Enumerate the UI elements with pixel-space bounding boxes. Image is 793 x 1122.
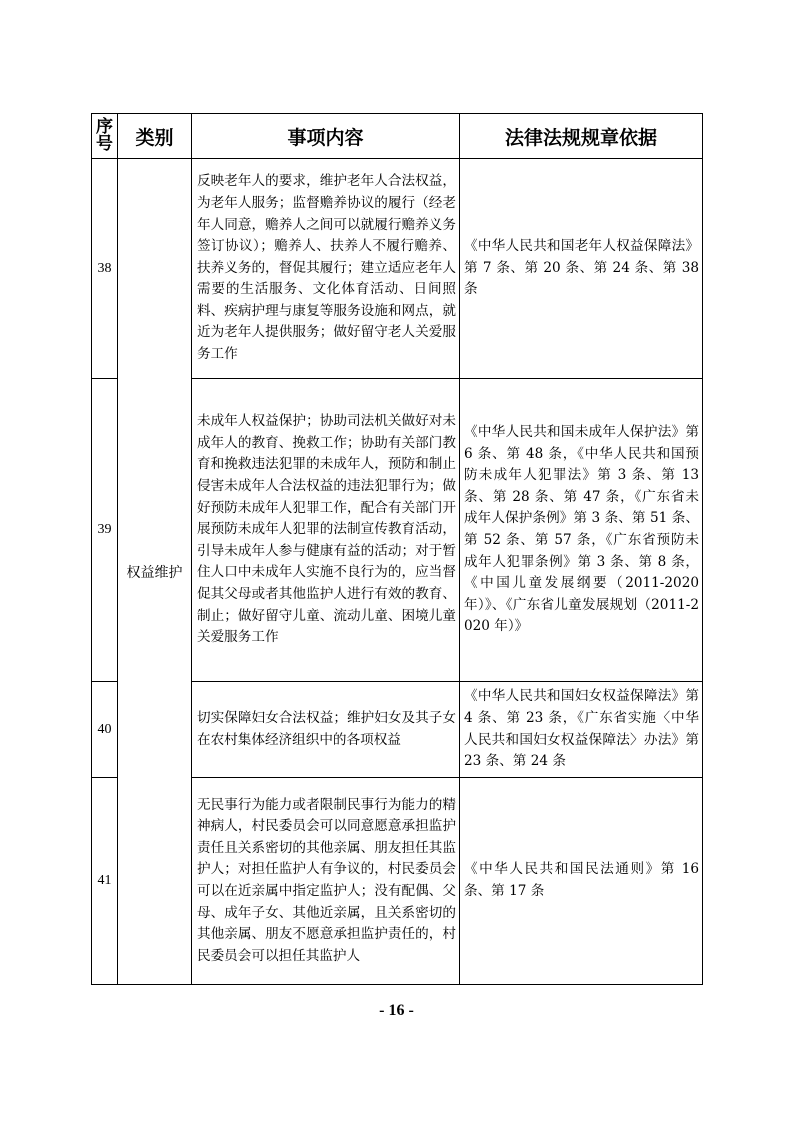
header-category: 类别 bbox=[118, 114, 192, 159]
row-content: 反映老年人的要求，维护老年人合法权益，为老年人服务；监督赡养协议的履行（经老年人同意，赡养人之间可以就履行赡养义务签订协议）；赡养人、扶养人不履行赡养、扶养义务的，督促其履行；建立适应老年人需要的生活服务、文化体育活动、日间照料、疾病护理与康复等服务设施和网点，就近为老年人提供服务；做好留守老人关爱服务工作 bbox=[192, 159, 460, 379]
row-number: 40 bbox=[92, 682, 118, 778]
row-number: 41 bbox=[92, 778, 118, 985]
row-number: 38 bbox=[92, 159, 118, 379]
category-cell: 权益维护 bbox=[118, 159, 192, 985]
header-seq: 序号 bbox=[92, 114, 118, 159]
row-content: 无民事行为能力或者限制民事行为能力的精神病人，村民委员会可以同意愿意承担监护责任且关系密切的其他亲属、朋友担任其监护人；对担任监护人有争议的，村民委员会可以在近亲属中指定监护人；没有配偶、父母、成年子女、其他近亲属，且关系密切的其他亲属、朋友不愿意承担监护责任的，村民委员会可以担任其监护人 bbox=[192, 778, 460, 985]
row-number: 39 bbox=[92, 379, 118, 682]
row-basis: 《中华人民共和国老年人权益保障法》第 7 条、第 20 条、第 24 条、第 38 条 bbox=[460, 159, 703, 379]
page-number: - 16 - bbox=[379, 1002, 414, 1019]
row-basis: 《中华人民共和国未成年人保护法》第 6 条、第 48 条，《中华人民共和国预防未成年人犯罪法》第 3 条、第 13 条、第 28 条、第 47 条，《广东省未成年人保护条例》第 3 条、第 51 条、第 52 条、第 57 条，《广东省预防未成年人犯罪条例》第 3 条、第 8 条，《中国儿童发展纲要（2011-2020 年）》、《广东省儿童发展规划（2011-2020 年）》 bbox=[460, 379, 703, 682]
table-row bbox=[92, 159, 703, 379]
matters-table bbox=[91, 113, 703, 985]
row-content: 未成年人权益保护；协助司法机关做好对未成年人的教育、挽救工作；协助有关部门教育和挽救违法犯罪的未成年人，预防和制止侵害未成年人合法权益的违法犯罪行为；做好预防未成年人犯罪工作，配合有关部门开展预防未成年人犯罪的法制宣传教育活动，引导未成年人参与健康有益的活动；对于暂住人口中未成年人实施不良行为的，应当督促其父母或者其他监护人进行有效的教育、制止；做好留守儿童、流动儿童、困境儿童关爱服务工作 bbox=[192, 379, 460, 682]
row-basis: 《中华人民共和国妇女权益保障法》第 4 条、第 23 条，《广东省实施〈中华人民共和国妇女权益保障法〉办法》第 23 条、第 24 条 bbox=[460, 682, 703, 778]
header-content: 事项内容 bbox=[192, 114, 460, 159]
row-basis: 《中华人民共和国民法通则》第 16 条、第 17 条 bbox=[460, 778, 703, 985]
header-row bbox=[92, 114, 703, 159]
header-basis: 法律法规规章依据 bbox=[460, 114, 703, 159]
row-content: 切实保障妇女合法权益；维护妇女及其子女在农村集体经济组织中的各项权益 bbox=[192, 682, 460, 778]
